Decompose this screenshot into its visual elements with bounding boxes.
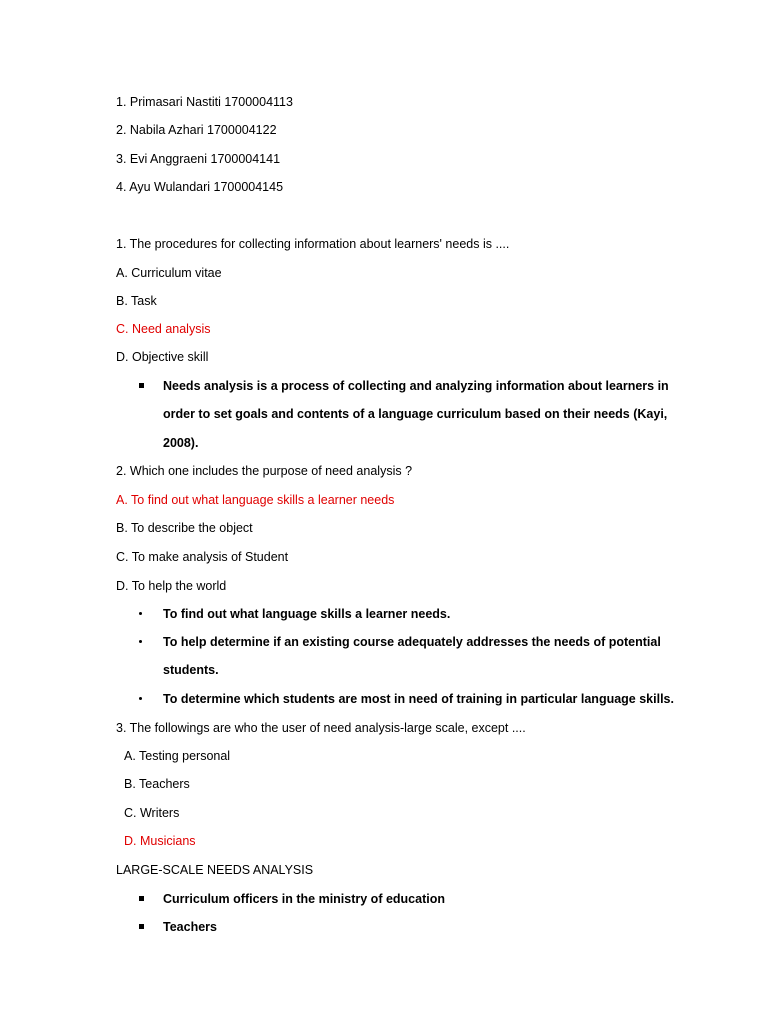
q3-option-b: B. Teachers xyxy=(124,777,190,791)
q2-option-a-answer: A. To find out what language skills a learner needs xyxy=(116,493,395,507)
question-2: 2. Which one includes the purpose of need analysis ? xyxy=(116,464,413,478)
dot-bullet-icon xyxy=(139,640,142,643)
question-1: 1. The procedures for collecting information about learners' needs is .... xyxy=(116,237,510,251)
q3-option-a: A. Testing personal xyxy=(124,749,231,763)
q3-option-d-answer: D. Musicians xyxy=(124,834,196,848)
q2-bullet-item xyxy=(139,691,674,707)
q2-bullet-continuation: students. xyxy=(163,663,219,677)
dot-bullet-icon xyxy=(139,697,142,700)
q3-bullet-text: Curriculum officers in the ministry of education xyxy=(163,892,445,906)
dot-bullet-icon xyxy=(139,612,142,615)
q3-bullet-text: Teachers xyxy=(163,920,217,934)
author-line: 3. Evi Anggraeni 1700004141 xyxy=(116,152,281,166)
q2-bullet-item xyxy=(139,606,450,622)
author-line: 2. Nabila Azhari 1700004122 xyxy=(116,123,277,137)
q3-bullet-item xyxy=(139,919,217,935)
section-heading: LARGE-SCALE NEEDS ANALYSIS xyxy=(116,863,314,877)
author-line: 1. Primasari Nastiti 1700004113 xyxy=(116,95,293,109)
q1-option-d: D. Objective skill xyxy=(116,350,209,364)
q2-option-d: D. To help the world xyxy=(116,579,227,593)
q1-explanation-line: Needs analysis is a process of collecting and analyzing information about learners in xyxy=(163,379,669,393)
q2-bullet-text: To help determine if an existing course adequately addresses the needs of potential xyxy=(163,635,661,649)
square-bullet-icon xyxy=(139,924,144,929)
q3-bullet-item xyxy=(139,891,445,907)
q2-bullet-text: To find out what language skills a learner needs. xyxy=(163,607,451,621)
q1-option-c-answer: C. Need analysis xyxy=(116,322,211,336)
author-line: 4. Ayu Wulandari 1700004145 xyxy=(116,180,284,194)
question-3: 3. The followings are who the user of need analysis-large scale, except .... xyxy=(116,721,526,735)
q2-option-b: B. To describe the object xyxy=(116,521,253,535)
q2-bullet-text: To determine which students are most in need of training in particular language skills. xyxy=(163,692,674,706)
q3-option-c: C. Writers xyxy=(124,806,180,820)
square-bullet-icon xyxy=(139,896,144,901)
q1-option-b: B. Task xyxy=(116,294,157,308)
q1-explanation-item xyxy=(139,378,669,394)
square-bullet-icon xyxy=(139,383,144,388)
q2-bullet-item xyxy=(139,634,661,650)
q1-option-a: A. Curriculum vitae xyxy=(116,266,222,280)
q1-explanation-line: order to set goals and contents of a language curriculum based on their needs (Kayi, xyxy=(163,407,668,421)
q2-option-c: C. To make analysis of Student xyxy=(116,550,289,564)
q1-explanation-line: 2008). xyxy=(163,436,199,450)
